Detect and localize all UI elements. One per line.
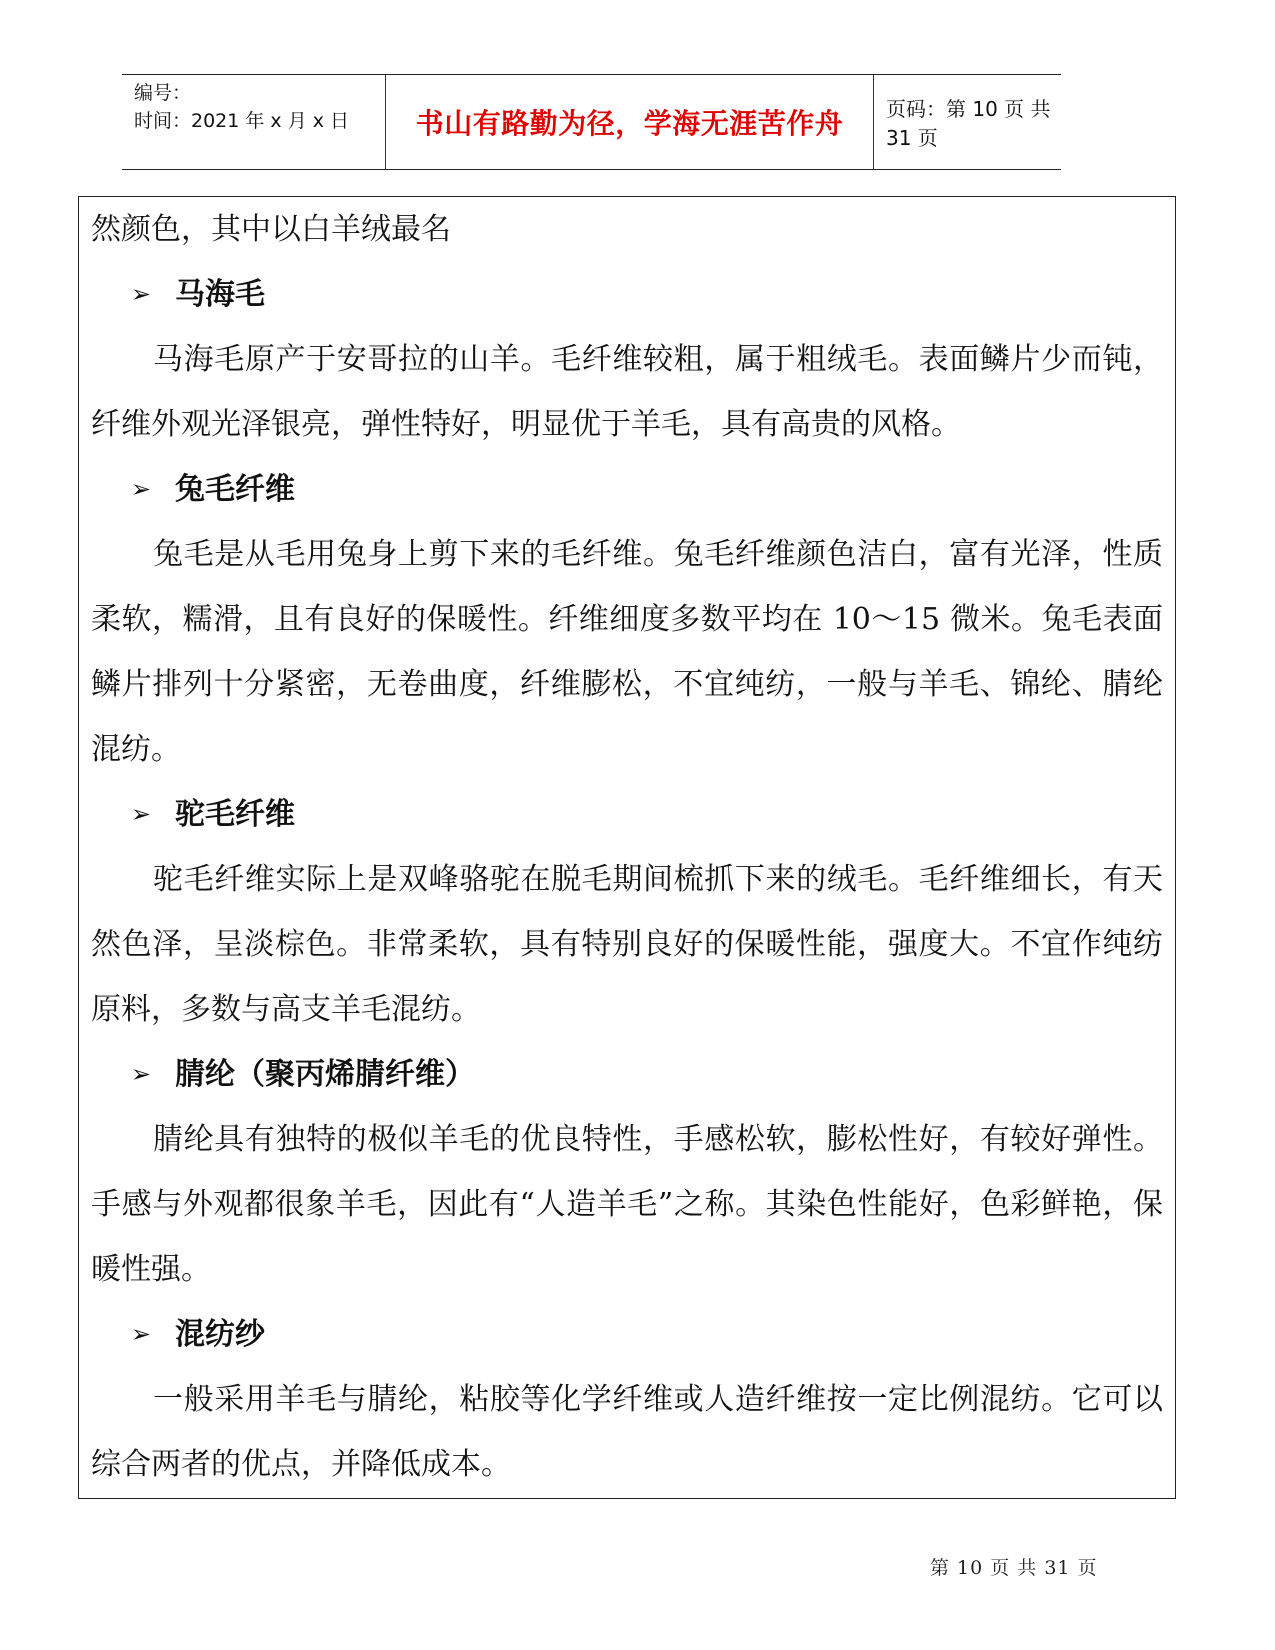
section-heading-text: 腈纶（聚丙烯腈纤维） bbox=[175, 1057, 475, 1092]
intro-line: 然颜色，其中以白羊绒最名 bbox=[91, 212, 451, 247]
motto: 书山有路勤为径，学海无涯苦作舟 bbox=[386, 75, 874, 169]
arrow-bullet-icon: ➢ bbox=[131, 1060, 152, 1088]
page-footer: 第 10 页 共 31 页 bbox=[930, 1557, 1098, 1579]
section-heading-text: 混纺纱 bbox=[175, 1317, 265, 1352]
header-meta bbox=[122, 75, 386, 169]
arrow-bullet-icon: ➢ bbox=[131, 280, 152, 308]
arrow-bullet-icon: ➢ bbox=[131, 800, 152, 828]
section-heading-text: 兔毛纤维 bbox=[175, 472, 295, 507]
section-paragraph: 马海毛原产于安哥拉的山羊。毛纤维较粗，属于粗绒毛。表面鳞片少而钝，纤维外观光泽银亮，弹性特好，明显优于羊毛，具有高贵的风格。 bbox=[91, 342, 1163, 442]
document-header bbox=[122, 74, 1061, 170]
page-info: 页码：第 10 页 共 31 页 bbox=[886, 97, 1051, 150]
section-paragraph: 腈纶具有独特的极似羊毛的优良特性，手感松软，膨松性好，有较好弹性。手感与外观都很象羊毛，因此有“人造羊毛”之称。其染色性能好，色彩鲜艳，保暖性强。 bbox=[91, 1122, 1163, 1287]
section-heading bbox=[91, 782, 1163, 847]
section-paragraph: 一般采用羊毛与腈纶，粘胶等化学纤维或人造纤维按一定比例混纺。它可以综合两者的优点，并降低成本。 bbox=[91, 1382, 1163, 1482]
arrow-bullet-icon: ➢ bbox=[131, 1320, 152, 1348]
section-heading-text: 驼毛纤维 bbox=[175, 797, 295, 832]
section-heading bbox=[91, 1042, 1163, 1107]
section-heading bbox=[91, 1302, 1163, 1367]
section-heading-text: 马海毛 bbox=[175, 277, 265, 312]
time-label: 时间：2021 年 x 月 x 日 bbox=[134, 110, 350, 132]
section-paragraph: 兔毛是从毛用兔身上剪下来的毛纤维。兔毛纤维颜色洁白，富有光泽，性质柔软，糯滑，且有良好的保暖性。纤维细度多数平均在 10～15 微米。兔毛表面鳞片排列十分紧密，无卷曲度，纤维膨松，不宜纯纺，一般与羊毛、锦纶、腈纶混纺。 bbox=[91, 537, 1163, 767]
arrow-bullet-icon: ➢ bbox=[131, 475, 152, 503]
section-paragraph: 驼毛纤维实际上是双峰骆驼在脱毛期间梳抓下来的绒毛。毛纤维细长，有天然色泽，呈淡棕色。非常柔软，具有特别良好的保暖性能，强度大。不宜作纯纺原料，多数与高支羊毛混纺。 bbox=[91, 862, 1163, 1027]
content-box bbox=[78, 196, 1176, 1499]
section-heading bbox=[91, 262, 1163, 327]
section-heading bbox=[91, 457, 1163, 522]
number-label: 编号： bbox=[134, 82, 192, 104]
